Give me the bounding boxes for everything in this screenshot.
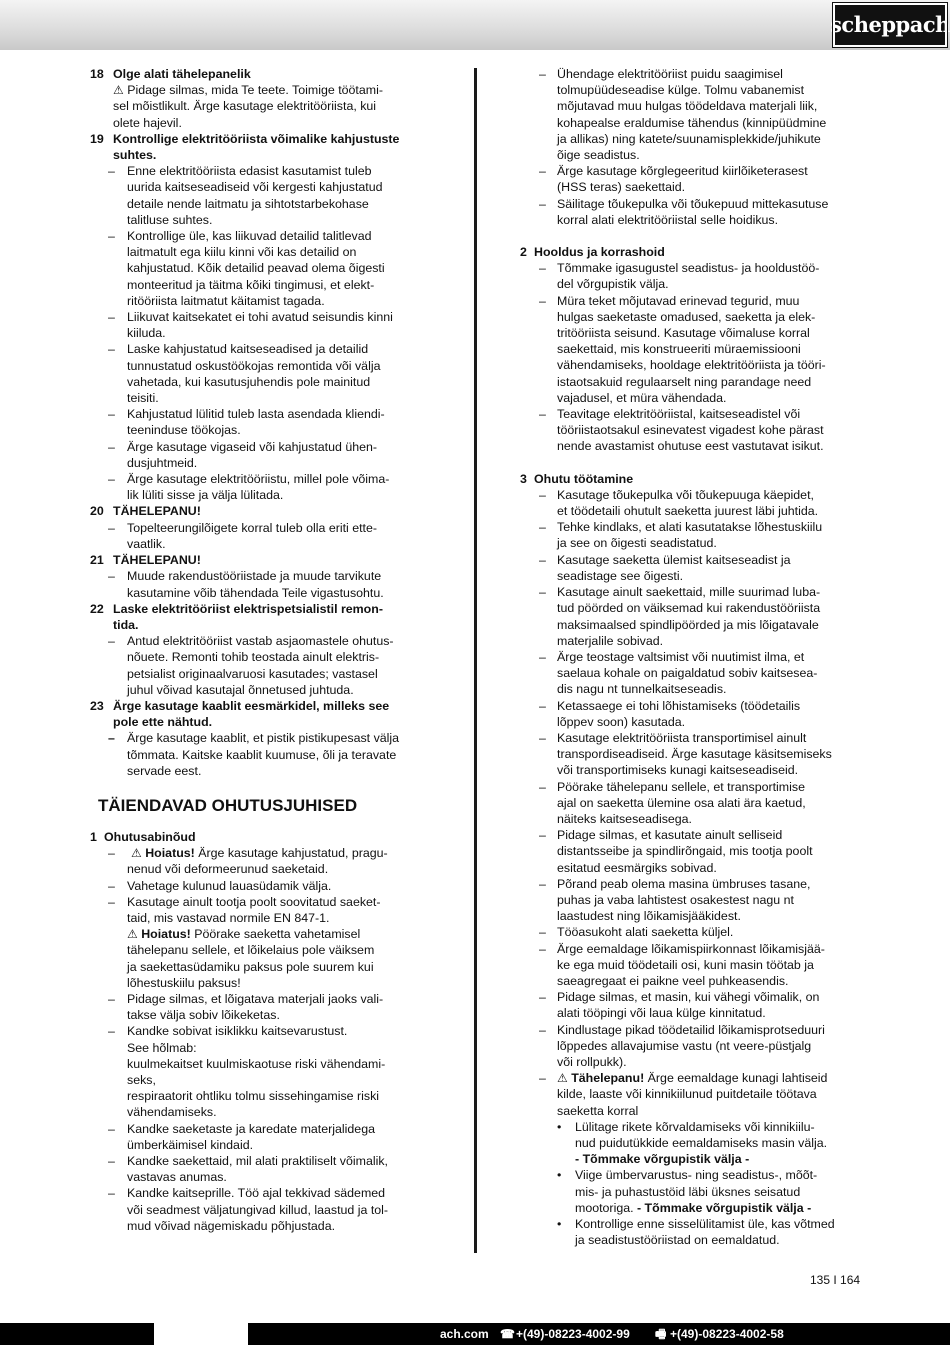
list-item: – Kindlustage pikad töödetailid lõikamisprotseduuri xyxy=(539,1022,825,1037)
list-item: – Kandke saeketaste ja karedate materjalidega xyxy=(108,1121,375,1136)
fax-icon: 🖷 xyxy=(655,1327,667,1341)
list-item: – ⚠ Hoiatus! Ärge kasutage kahjustatud, pragu- xyxy=(108,846,388,861)
list-item: – Antud elektritööriist vastab asjaomastele ohutus- xyxy=(108,634,394,649)
section-20: 20 TÄHELEPANU! – Topelteerungilõigete korral tuleb olla eriti ette- vaatlik. xyxy=(90,503,430,552)
section-19: 19 Kontrollige elektritööriista võimalike kahjustuste suhtes. – Enne elektritööriista edasist kasutamist tuleb uurida kaitseseadiseid või kergesti kahjustatud detaile nende laitmatu ja sihtotstarbekohase talitluse suhtes. – Kontrollige üle, kas liikuvad detailid talitlevad laitmatult ega kiilu kinni või kas detailid on kahjustatud. Kõik detailid peavad olema õigesti monteeritud ja täitma kõiki tingimusi, et elekt- ritööriista laitmatut käitamist tagada. – Liikuvat kaitsekatet ei tohi avatud seisundis kinni kiiluda. – Laske kahjustatud kaitseseadised ja detailid tunnustatud oskustöökojas remontida või välja vahetada, kui kasutusjuhendis pole mainitud teisiti. – Kahjustatud lülitid tuleb lasta asendada kliendi- teeninduse töökojas. – Ärge kasutage vigaseid või kahjustatud ühen- dusjuhtmeid. – Ärge kasutage elektritööriistu, millel pole võima- lik lüliti sisse ja välja lülitada. xyxy=(90,131,430,504)
bullet-item: • Kontrollige enne sisselülitamist üle, kas võtmed xyxy=(557,1217,835,1232)
intro-list: – Ühendage elektritööriist puidu saagimisel tolmupüüdeseadise külge. Tolmu vabanemist mõjutavad muu hulgas töödeldava materjali liik, kohapealse eraldumise tähendus (kinnipüüdmine ja allikas) ning katete/suunamisplekkide/juhikute õige seadistus. – Ärge kasutage kõrglegeeritud kiirlõiketerasest (HSS teras) saekettaid. – Säilitage tõukepulka või tõukepuud mittekasutuse korral alati elektritööriistal selle hoidikus. xyxy=(520,66,862,228)
list-item: – Kasutage ainult tootja poolt soovitatud saeket- xyxy=(108,894,381,909)
right-column xyxy=(520,66,862,1248)
section-heading: TÄIENDAVAD OHUTUSJUHISED xyxy=(98,795,358,815)
fax-number: +(49)-08223-4002-58 xyxy=(670,1327,784,1341)
list-item: – Ärge kasutage elektritööriistu, millel pole võima- xyxy=(108,472,390,487)
warning-icon: ⚠ xyxy=(131,846,142,861)
list-item: – Kasutage ainult saekettaid, mille suurimad luba- xyxy=(539,585,821,600)
list-item: – Kasutage elektritööriista transportimisel ainult xyxy=(539,730,807,745)
list-item: – Müra teket mõjutavad erinevad tegurid, muu xyxy=(539,293,800,308)
list-item: – Säilitage tõukepulka või tõukepuud mittekasutuse xyxy=(539,196,829,211)
list-item: – Pidage silmas, et kasutate ainult selliseid xyxy=(539,828,783,843)
website-text: ach.com xyxy=(440,1327,489,1341)
list-item: – ⚠ Tähelepanu! Ärge eemaldage kunagi lahtiseid xyxy=(539,1071,828,1086)
list-item: – Kasutage tõukepulka või tõukepuuga käepidet, xyxy=(539,487,814,502)
list-item: – Tööasukoht alati saeketta küljel. xyxy=(539,925,734,940)
list-item: – Tehke kindlaks, et alati kasutatakse lõhestuskiilu xyxy=(539,520,823,535)
list-item: – Tõmmake igasugustel seadistus- ja hooldustöö- xyxy=(539,261,820,276)
list-item: – Ärge kasutage kaablit, et pistik pistikupesast välja xyxy=(108,731,400,746)
list-item: – Ärge kasutage kõrglegeeritud kiirlõiketerasest xyxy=(539,164,808,179)
list-item: – Laske kahjustatud kaitseseadised ja detailid xyxy=(108,342,369,357)
list-item: – Kandke sobivat isiklikku kaitsevarustust. xyxy=(108,1024,348,1039)
section-3: 3 Ohutu töötamine – Kasutage tõukepulka või tõukepuuga käepidet, et töödetaili ohutult saeketta juurest läbi juhtida. – Tehke kindlaks, et alati kasutatakse lõhestuskiilu ja see on õigesti seadistatud. – Kasutage saeketta ülemist kaitseseadist ja seadistage see õigesti. – Kasutage ainult saekettaid, mille suurimad luba- tud pöörded on väiksemad kui rakendustööriista maksimaalsed spindlipöörded ja mis lõigatavale materjalile sobivad. – Ärge teostage valtsimist või nuutimist ilma, et saelaua kohale on paigaldatud sobiv kaitsesea- dis nagu nt tunnelkaitseseadis. – Ketassaege ei tohi lõhistamiseks (töödetailis lõppev soon) kasutada. – Kasutage elektritööriista transportimisel ainult transpordiseadiseid. Ärge kasutage käsitsemiseks või transportimiseks kunagi kaitseseadiseid. – Pöörake tähelepanu sellele, et transportimise ajal on saeketta ülemine osa alati ära kaetud, näiteks kaitseseadisega. – Pidage silmas, et kasutate ainult selliseid distantsseibe ja spindlirõngaid, mis tootja poolt esitatud eesmärgiks sobivad. – Põrand peab olema masina ümbruses tasane, puhas ja vaba lahtistest osakestest nagu nt laastudest ning lõikamisjääkidest. – Tööasukoht alati saeketta küljel. – Ärge eemaldage lõikamispiirkonnast lõikamisjää- ke ega muid töödetaili osi, kuni masin töötab ja saeagregaat ei paikne veel puhkeasendis. – Pidage silmas, et masin, kui vähegi võimalik, on alati tööpingi või laua külge kinnitatud. – Kindlustage pikad töödetailid lõikamisprotseduuri lõppedes allavajumise vastu (nt veere-püstjalg või rollpukk). – ⚠ Tähelepanu! Ärge eemaldage kunagi lahtiseid kilde, laaste või kinnikiilunud puitdetaile töötava saeketta korral • Lülitage rikete kõrvaldamiseks või kinnikiilu- nud puidutükkide eemaldamiseks masin välja. - Tõmmake võrgupistik välja - • Viige ümbervarustus- ning seadistus-, mõõt- mis- ja puhastustöid läbi üksnes seisatud mootoriga. - Tõmmake võrgupistik välja - • Kontrollige enne sisselülitamist üle, kas võtmed ja seadistustööriistad on eemaldatud. xyxy=(520,471,862,1249)
warning-icon: ⚠ xyxy=(113,83,124,98)
list-item: – Põrand peab olema masina ümbruses tasane, xyxy=(539,876,811,891)
section-21: 21 TÄHELEPANU! – Muude rakendustööriistade ja muude tarvikute kasutamine võib tähendada Teile vigastusohtu. xyxy=(90,552,430,601)
phone-icon: ☎ xyxy=(500,1327,515,1341)
section-23: 23 Ärge kasutage kaablit eesmärkidel, milleks see pole ette nähtud. – Ärge kasutage kaablit, et pistik pistikupesast välja tõmmata. Kaitske kaablit kuumuse, õli ja teravate servade eest. xyxy=(90,698,430,779)
list-item: – Topelteerungilõigete korral tuleb olla eriti ette- xyxy=(108,520,378,535)
brand-logo: scheppach xyxy=(833,3,947,47)
list-item: – Ketassaege ei tohi lõhistamiseks (töödetailis xyxy=(539,698,801,713)
list-item: – Ühendage elektritööriist puidu saagimisel xyxy=(539,67,783,81)
page-number: 135 I 164 xyxy=(810,1273,861,1287)
list-item: – Kandke kaitseprille. Töö ajal tekkivad sädemed xyxy=(108,1186,386,1201)
list-item: – Ärge teostage valtsimist või nuutimist ilma, et xyxy=(539,649,805,664)
list-item: – Vahetage kulunud lauasüdamik välja. xyxy=(108,878,332,893)
section-22: 22 Laske elektritööriist elektrispetsialistil remon- tida. – Antud elektritööriist vastab asjaomastele ohutus- nõuete. Remonti tohib teostada ainult elektris- petsialist originaalvaruosi kasutades; vastasel juhul võivad kasutajal õnnetused juhtuda. xyxy=(90,601,430,698)
list-item: – Pidage silmas, et lõigatava materjali jaoks vali- xyxy=(108,991,384,1006)
list-item: – Pidage silmas, et masin, kui vähegi võimalik, on xyxy=(539,990,820,1005)
section-title: Olge alati tähelepanelik xyxy=(113,67,251,81)
list-item: – Kandke saekettaid, mil alati praktiliselt võimalik, xyxy=(108,1154,389,1168)
list-item: – Liikuvat kaitsekatet ei tohi avatud seisundis kinni xyxy=(108,310,393,325)
header-bar xyxy=(0,0,950,50)
list-item: – Ärge eemaldage lõikamispiirkonnast lõikamisjää- xyxy=(539,941,825,956)
list-item: – Pöörake tähelepanu sellele, et transportimise xyxy=(539,779,805,794)
list-item: – Enne elektritööriista edasist kasutamist tuleb xyxy=(108,164,372,179)
list-item: – Muude rakendustööriistade ja muude tarvikute xyxy=(108,569,382,584)
list-item: – Kasutage saeketta ülemist kaitseseadist ja xyxy=(539,552,791,567)
section-1: 1 Ohutusabinõud – ⚠ Hoiatus! Ärge kasutage kahjustatud, pragu- nenud või deformeerunud saeketaid. – Vahetage kulunud lauasüdamik välja. – Kasutage ainult tootja poolt soovitatud saeket- taid, mis vastavad normile EN 847-1. ⚠ Hoiatus! Pöörake saeketta vahetamisel tähelepanu sellele, et lõikelaius pole väiksem ja saekettasüdamiku paksus pole suurem kui lõhestuskiilu paksus! – Pidage silmas, et lõigatava materjali jaoks vali- takse välja sobiv lõikeketas. – Kandke sobivat isiklikku kaitsevarustust. See hõlmab: kuulmekaitset kuulmiskaotuse riski vähendami- seks, respiraatorit ohtliku tolmu sissehingamise riski vähendamiseks. – Kandke saeketaste ja karedate materjalidega ümberkäimisel kindaid. – Kandke saekettaid, mil alati praktiliselt võimalik, vastavas anumas. – Kandke kaitseprille. Töö ajal tekkivad sädemed või seadmest väljatungivad killud, laastud ja tol- mud võivad nägemiskadu põhjustada. xyxy=(90,829,430,1234)
warning-icon: ⚠ xyxy=(127,927,138,942)
section-18: 18 Olge alati tähelepanelik ⚠ Pidage silmas, mida Te teete. Toimige töötami- sel mõistlikult. Ärge kasutage elektritööriista, kui olete hajevil. xyxy=(90,67,383,130)
list-item: – Ärge kasutage vigaseid või kahjustatud ühen- xyxy=(108,439,378,454)
list-item: – Kontrollige üle, kas liikuvad detailid talitlevad xyxy=(108,229,372,244)
bullet-item: • Lülitage rikete kõrvaldamiseks või kinnikiilu- xyxy=(557,1119,815,1134)
list-item: – Kahjustatud lülitid tuleb lasta asendada kliendi- xyxy=(108,407,385,422)
phone-number: +(49)-08223-4002-99 xyxy=(516,1327,630,1341)
section-2: 2 Hooldus ja korrashoid – Tõmmake igasugustel seadistus- ja hooldustöö- del võrgupistik välja. – Müra teket mõjutavad erinevad tegurid, muu hulgas saeketaste omadused, saeketta ja elek- tritööriista seisund. Kasutage võimaluse korral saekettaid, mis konstrueeriti müraemissiooni vähendamiseks, hooldage elektritööriista ja tööri- istaotsakuid regulaarselt ning parandage need vajadusel, et müra vähendada. – Teavitage elektritööriistal, kaitseseadistel või tööriistaotsakul esinevatest vigadest kohe pärast nende avastamist ohutuse eest vastutavat isikut. xyxy=(520,244,862,455)
list-item: – Teavitage elektritööriistal, kaitseseadistel või xyxy=(539,407,801,422)
column-divider xyxy=(474,68,477,1253)
left-column xyxy=(90,66,430,1234)
warning-icon: ⚠ xyxy=(557,1071,568,1086)
bullet-item: • Viige ümbervarustus- ning seadistus-, mõõt- xyxy=(557,1168,818,1183)
footer-bar xyxy=(0,1323,950,1345)
